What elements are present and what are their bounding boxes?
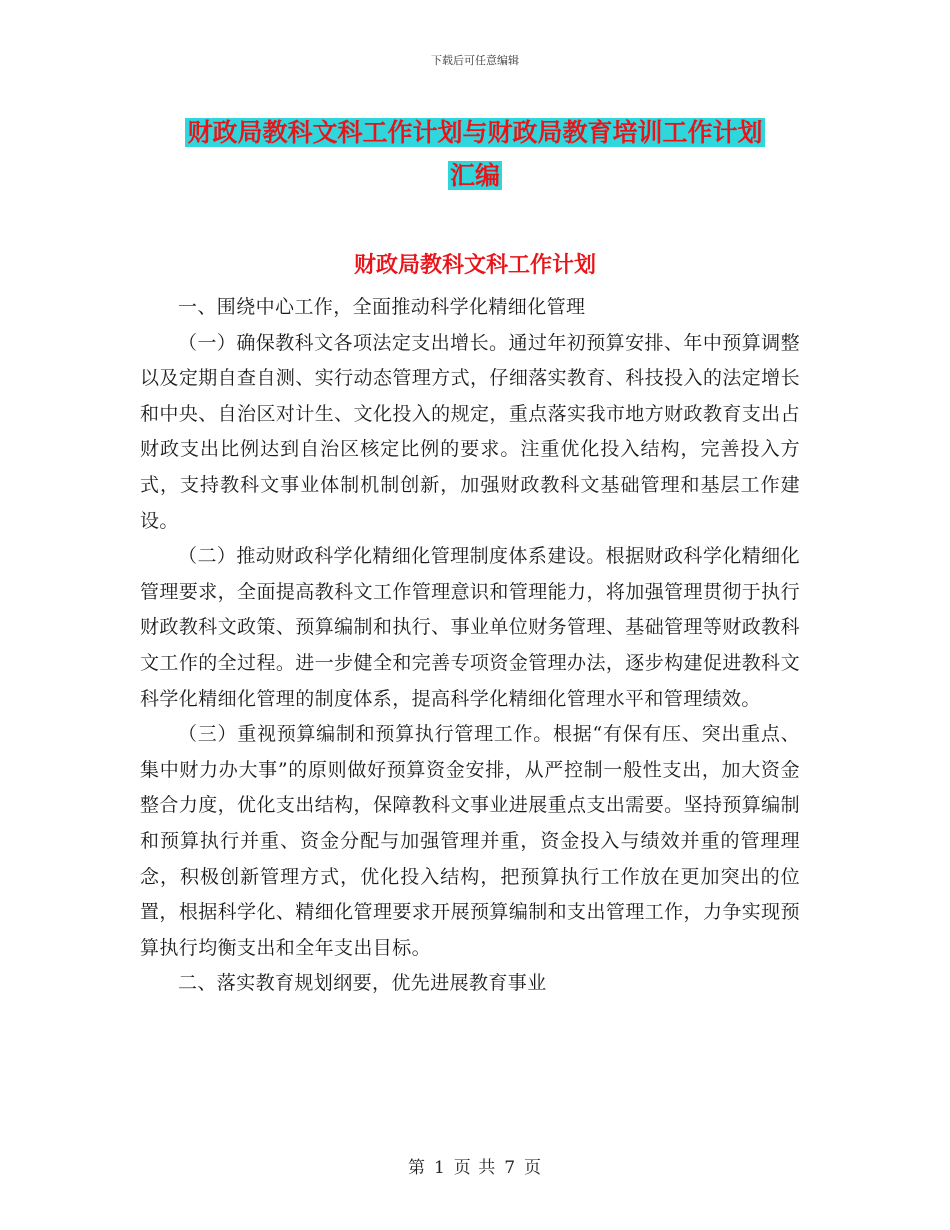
paragraph-1: （一）确保教科文各项法定支出增长。通过年初预算安排、年中预算调整以及定期自查自测、实行动态管理方式，仔细落实教育、科技投入的法定增长和中央、自治区对计生、文化投入的规定，重点落实我市地方财政教育支出占财政支出比例达到自治区核定比例的要求。注重优化投入结构，完善投入方式，支持教科文事业体制机制创新，加强财政教科文基础管理和基层工作建设。 <box>140 331 800 532</box>
document-body <box>140 290 800 1002</box>
footer-middle: 页 共 <box>453 1158 497 1178</box>
footer-prefix: 第 <box>407 1158 426 1178</box>
document-title-line-2 <box>0 156 950 196</box>
section-title: 财政局教科文科工作计划 <box>353 253 596 278</box>
heading-1: 一、围绕中心工作，全面推动科学化精细化管理 <box>178 296 586 318</box>
page-header-note: 下载后可任意编辑 <box>431 54 519 67</box>
page-footer <box>0 1153 950 1178</box>
footer-page-number: 1 <box>433 1158 446 1178</box>
document-title-text-2: 汇编 <box>449 161 500 190</box>
paragraph-2: （二）推动财政科学化精细化管理制度体系建设。根据财政科学化精细化管理要求，全面提高教科文工作管理意识和管理能力，将加强管理贯彻于执行财政教科文政策、预算编制和执行、事业单位财务管理、基础管理等财政教科文工作的全过程。进一步健全和完善专项资金管理办法，逐步构建促进教科文科学化精细化管理的制度体系，提高科学化精细化管理水平和管理绩效。 <box>140 545 800 710</box>
heading-2: 二、落实教育规划纲要，优先进展教育事业 <box>178 972 547 995</box>
document-title-line-1 <box>0 113 950 153</box>
paragraph-3: （三）重视预算编制和预算执行管理工作。根据“有保有压、突出重点、集中财力办大事”的原则做好预算资金安排，从严控制一般性支出，加大资金整合力度，优化支出结构，保障教科文事业进展重点支出需要。坚持预算编制和预算执行并重、资金分配与加强管理并重，资金投入与绩效并重的管理理念，积极创新管理方式，优化投入结构，把预算执行工作放在更加突出的位置，根据科学化、精细化管理要求开展预算编制和支出管理工作，力争实现预算执行均衡支出和全年支出目标。 <box>140 723 800 959</box>
footer-total-pages: 7 <box>504 1158 517 1178</box>
footer-suffix: 页 <box>524 1158 543 1178</box>
document-title-text-1: 财政局教科文科工作计划与财政局教育培训工作计划 <box>187 118 763 147</box>
